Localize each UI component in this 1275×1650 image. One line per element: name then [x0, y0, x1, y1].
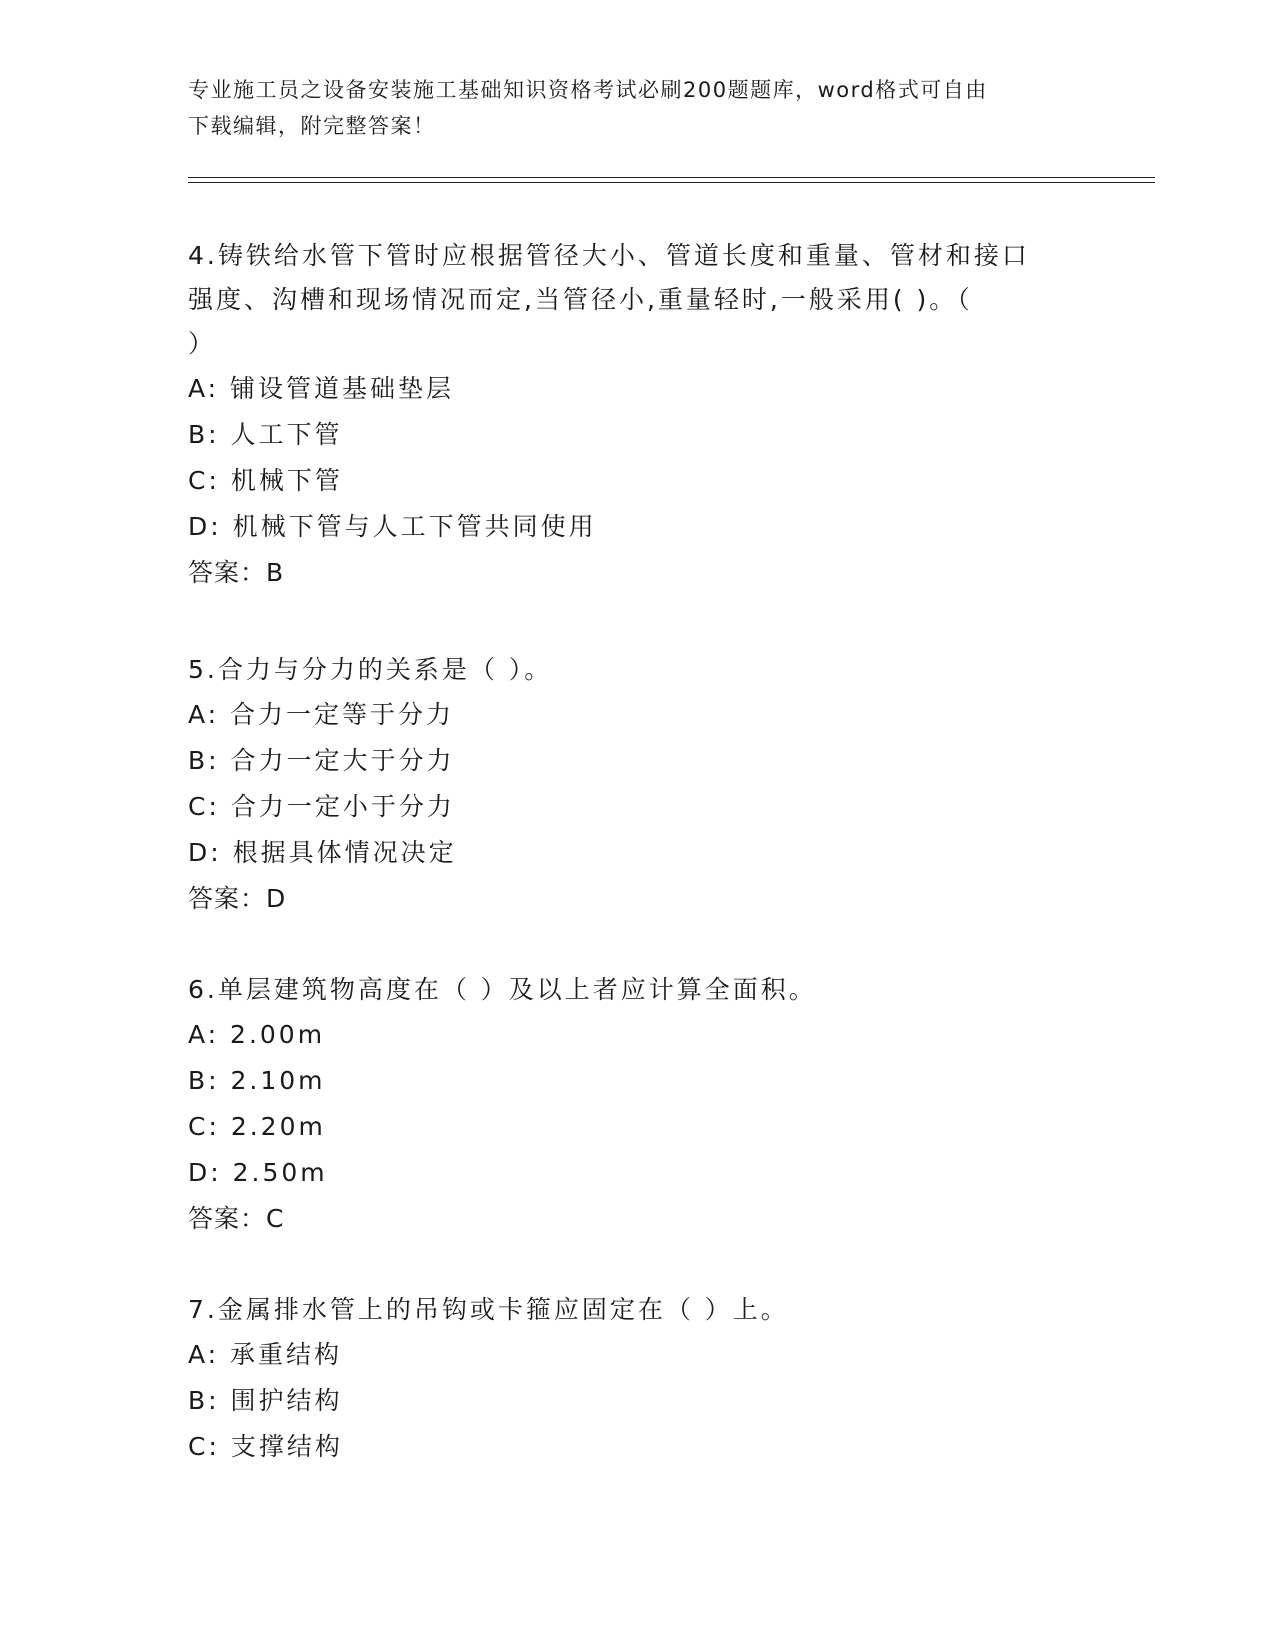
header-line: 专业施工员之设备安装施工基础知识资格考试必刷200题题库，word格式可自由: [188, 78, 988, 102]
header-divider: [188, 182, 1155, 183]
question-stem-line: 6.单层建筑物高度在（ ）及以上者应计算全面积。: [188, 975, 817, 1004]
option-c: C: 机械下管: [188, 466, 343, 495]
option-a: A: 承重结构: [188, 1340, 343, 1369]
question-7: [188, 1288, 1088, 1470]
question-stem-line: 5.合力与分力的关系是（ ）。: [188, 655, 553, 684]
question-stem-line: ）: [188, 329, 217, 358]
option-d: D: 根据具体情况决定: [188, 838, 457, 867]
question-6: [188, 968, 1088, 1242]
answer-line: 答案：B: [188, 558, 285, 587]
option-b: B: 合力一定大于分力: [188, 746, 455, 775]
option-b: B: 围护结构: [188, 1386, 343, 1415]
question-stem-line: 4.铸铁给水管下管时应根据管径大小、管道长度和重量、管材和接口: [188, 241, 1030, 270]
question-stem-line: 7.金属排水管上的吊钩或卡箍应固定在（ ）上。: [188, 1295, 789, 1324]
header-divider: [188, 177, 1155, 178]
question-5: [188, 648, 1088, 922]
option-d: D: 2.50m: [188, 1158, 328, 1187]
option-a: A: 合力一定等于分力: [188, 700, 455, 729]
option-d: D: 机械下管与人工下管共同使用: [188, 512, 597, 541]
question-4: [188, 234, 1088, 596]
option-c: C: 2.20m: [188, 1112, 326, 1141]
document-header: [188, 72, 1088, 144]
header-line: 下载编辑，附完整答案！: [188, 114, 436, 138]
option-a: A: 铺设管道基础垫层: [188, 374, 455, 403]
answer-line: 答案：C: [188, 1204, 285, 1233]
answer-line: 答案：D: [188, 884, 287, 913]
option-c: C: 合力一定小于分力: [188, 792, 455, 821]
option-b: B: 2.10m: [188, 1066, 326, 1095]
option-b: B: 人工下管: [188, 420, 343, 449]
option-a: A: 2.00m: [188, 1020, 326, 1049]
option-c: C: 支撑结构: [188, 1432, 343, 1461]
question-stem-line: 强度、沟槽和现场情况而定,当管径小,重量轻时,一般采用( )。（: [188, 285, 973, 314]
